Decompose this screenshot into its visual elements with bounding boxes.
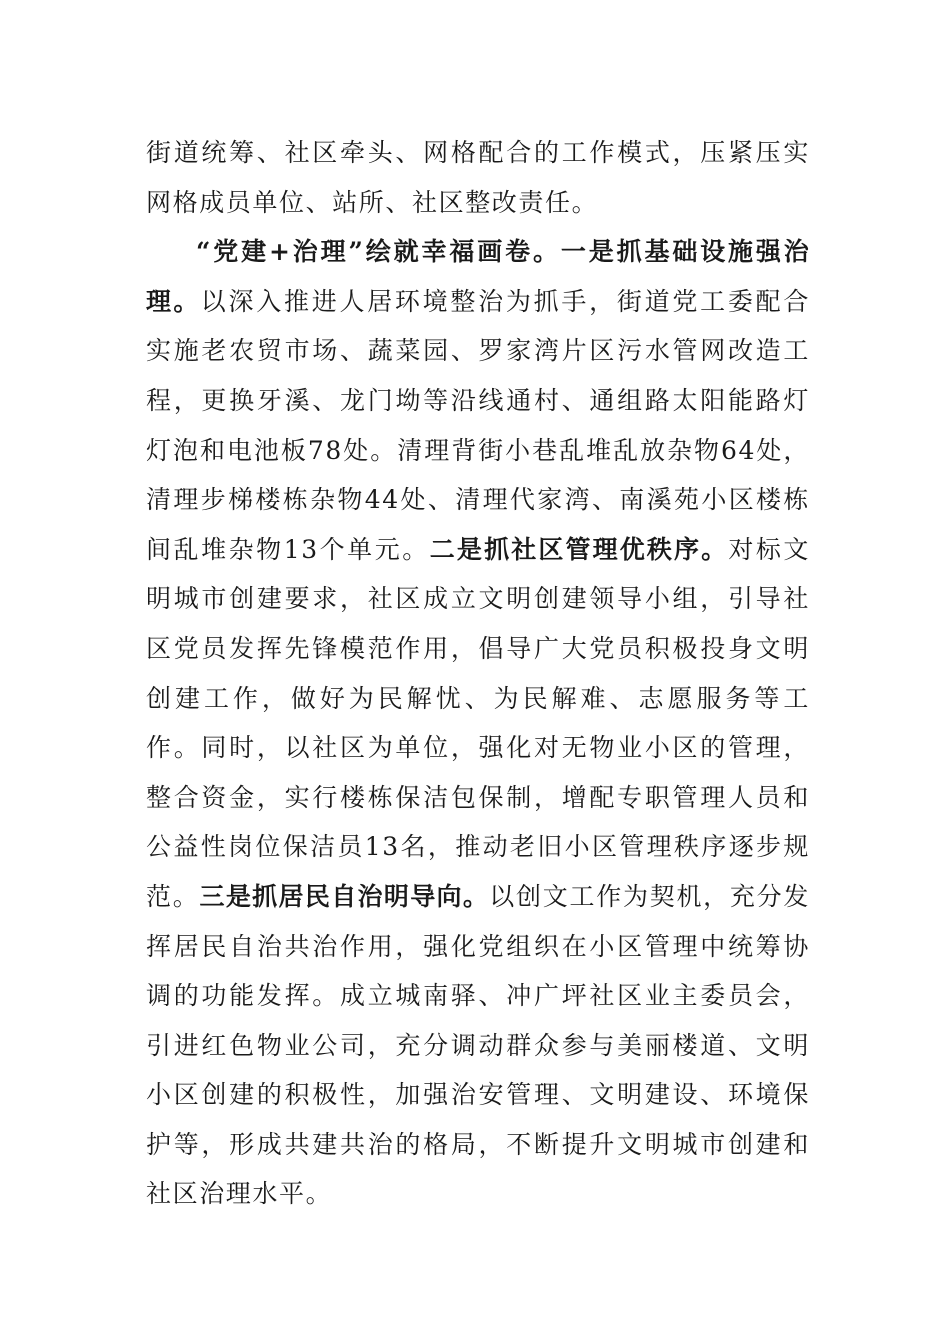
- point1-body: 以深入推进人居环境整治为抓手，街道党工委配合实施老农贸市场、蔬菜园、罗家湾片区污水管网改造工程，更换牙溪、龙门坳等沿线通村、通组路太阳能路灯灯泡和电池板78处。清理背街小巷乱堆乱放杂物64处，清理步梯楼栋杂物44处、清理代家湾、南溪苑小区楼栋间乱堆杂物13个单元。: [146, 286, 811, 564]
- point2-body: 对标文明城市创建要求，社区成立文明创建领导小组，引导社区党员发挥先锋模范作用，倡导广大党员积极投身文明创建工作，做好为民解忧、为民解难、志愿服务等工作。同时，以社区为单位，强化对无物业小区的管理，整合资金，实行楼栋保洁包保制，增配专职管理人员和公益性岗位保洁员13名，推动老旧小区管理秩序逐步规范。: [146, 534, 810, 911]
- point2-title: 二是抓社区管理优秩序。: [429, 534, 729, 564]
- point3-title: 三是抓居民自治明导向。: [199, 881, 490, 911]
- document-body: [146, 128, 810, 1219]
- section-heading: “党建+治理”绘就幸福画卷。: [196, 237, 561, 267]
- point1-title: 一是抓基础设施强治理。: [146, 237, 810, 316]
- paragraph-party-building-governance: [146, 227, 810, 1219]
- paragraph-continuation: 街道统筹、社区牵头、网格配合的工作模式，压紧压实网格成员单位、站所、社区整改责任。: [146, 138, 810, 217]
- point3-body: 以创文工作为契机，充分发挥居民自治共治作用，强化党组织在小区管理中统筹协调的功能发挥。成立城南驿、冲广坪社区业主委员会，引进红色物业公司，充分调动群众参与美丽楼道、文明小区创建的积极性，加强治安管理、文明建设、环境保护等，形成共建共治的格局，不断提升文明城市创建和社区治理水平。: [146, 881, 811, 1209]
